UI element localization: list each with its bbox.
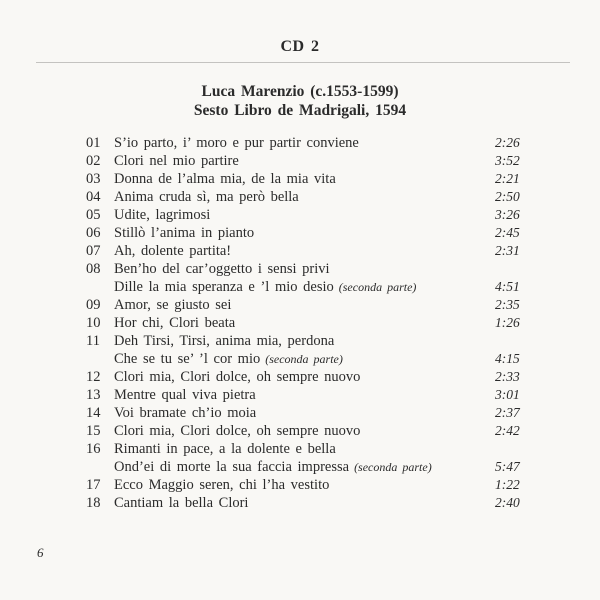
- track-line: [0, 134, 600, 152]
- track-title: Voi bramate ch’io moia: [114, 405, 257, 421]
- track-title: Che se tu se’ ’l cor mio (seconda parte): [114, 351, 343, 367]
- track-number: 05: [86, 207, 101, 223]
- track-duration: 3:26: [495, 207, 520, 222]
- seconda-parte-note: (seconda parte): [349, 460, 432, 474]
- track-line: [0, 494, 600, 512]
- track-duration: 2:42: [495, 423, 520, 438]
- track-title: Anima cruda sì, ma però bella: [114, 189, 299, 205]
- track-line: [0, 206, 600, 224]
- track-number: 04: [86, 189, 101, 205]
- track-title: Clori mia, Clori dolce, oh sempre nuovo: [114, 369, 361, 385]
- track-title: Hor chi, Clori beata: [114, 315, 236, 331]
- track-line: [0, 332, 600, 350]
- track-title: Ah, dolente partita!: [114, 243, 232, 259]
- track-number: 17: [86, 477, 101, 493]
- seconda-parte-note: (seconda parte): [260, 352, 343, 366]
- track-duration: 1:26: [495, 315, 520, 330]
- track-duration: 5:47: [495, 459, 520, 474]
- track-duration: 2:45: [495, 225, 520, 240]
- track-line: [0, 242, 600, 260]
- track-line: [0, 440, 600, 458]
- track-number: 06: [86, 225, 101, 241]
- divider-rule: [36, 62, 570, 63]
- track-number: 09: [86, 297, 101, 313]
- track-title: Ecco Maggio seren, chi l’ha vestito: [114, 477, 330, 493]
- track-number: 15: [86, 423, 101, 439]
- track-number: 12: [86, 369, 101, 385]
- track-line: [0, 152, 600, 170]
- track-line: [0, 260, 600, 278]
- track-duration: 2:40: [495, 495, 520, 510]
- track-title: Amor, se giusto sei: [114, 297, 232, 313]
- track-line: [0, 476, 600, 494]
- track-line: [0, 368, 600, 386]
- track-line: [0, 314, 600, 332]
- track-number: 07: [86, 243, 101, 259]
- composer-title: Luca Marenzio (c.1553-1599): [201, 83, 399, 100]
- page-number: 6: [37, 545, 44, 560]
- track-line: [0, 188, 600, 206]
- track-list: [0, 134, 600, 512]
- track-line: [0, 458, 600, 476]
- track-line: [0, 404, 600, 422]
- track-number: 02: [86, 153, 101, 169]
- track-line: [0, 278, 600, 296]
- track-title: Dille la mia speranza e ’l mio desio (seconda parte): [114, 279, 417, 295]
- track-number: 14: [86, 405, 101, 421]
- track-title: Ben’ho del car’oggetto i sensi privi: [114, 261, 330, 277]
- track-title: S’io parto, i’ moro e pur partir conviene: [114, 135, 359, 151]
- track-number: 16: [86, 441, 101, 457]
- track-title: Stillò l’anima in pianto: [114, 225, 255, 241]
- track-duration: 3:01: [495, 387, 520, 402]
- track-title: Mentre qual viva pietra: [114, 387, 256, 403]
- track-number: 08: [86, 261, 101, 277]
- track-line: [0, 224, 600, 242]
- track-number: 18: [86, 495, 101, 511]
- track-duration: 3:52: [495, 153, 520, 168]
- track-title: Cantiam la bella Clori: [114, 495, 249, 511]
- track-duration: 2:26: [495, 135, 520, 150]
- track-duration: 4:51: [495, 279, 520, 294]
- track-duration: 1:22: [495, 477, 520, 492]
- track-number: 03: [86, 171, 101, 187]
- track-number: 11: [86, 333, 100, 349]
- album-title: Sesto Libro de Madrigali, 1594: [193, 102, 407, 119]
- track-duration: 2:37: [495, 405, 520, 420]
- track-line: [0, 350, 600, 368]
- track-duration: 2:50: [495, 189, 520, 204]
- track-title: Udite, lagrimosi: [114, 207, 211, 223]
- track-title: Clori nel mio partire: [114, 153, 239, 169]
- track-number: 13: [86, 387, 101, 403]
- track-line: [0, 296, 600, 314]
- track-duration: 2:35: [495, 297, 520, 312]
- seconda-parte-note: (seconda parte): [333, 280, 417, 294]
- track-number: 10: [86, 315, 101, 331]
- track-title: Donna de l’alma mia, de la mia vita: [114, 171, 336, 187]
- track-duration: 2:31: [495, 243, 520, 258]
- track-title: Ond’ei di morte la sua faccia impressa (seconda parte): [114, 459, 432, 475]
- track-title: Rimanti in pace, a la dolente e bella: [114, 441, 336, 457]
- title-block: [0, 82, 600, 120]
- track-line: [0, 422, 600, 440]
- track-title: Deh Tirsi, Tirsi, anima mia, perdona: [114, 333, 335, 349]
- track-line: [0, 386, 600, 404]
- track-number: 01: [86, 135, 101, 151]
- track-line: [0, 170, 600, 188]
- track-duration: 2:33: [495, 369, 520, 384]
- track-duration: 4:15: [495, 351, 520, 366]
- track-duration: 2:21: [495, 171, 520, 186]
- cd-header: CD 2: [280, 38, 320, 55]
- track-title: Clori mia, Clori dolce, oh sempre nuovo: [114, 423, 361, 439]
